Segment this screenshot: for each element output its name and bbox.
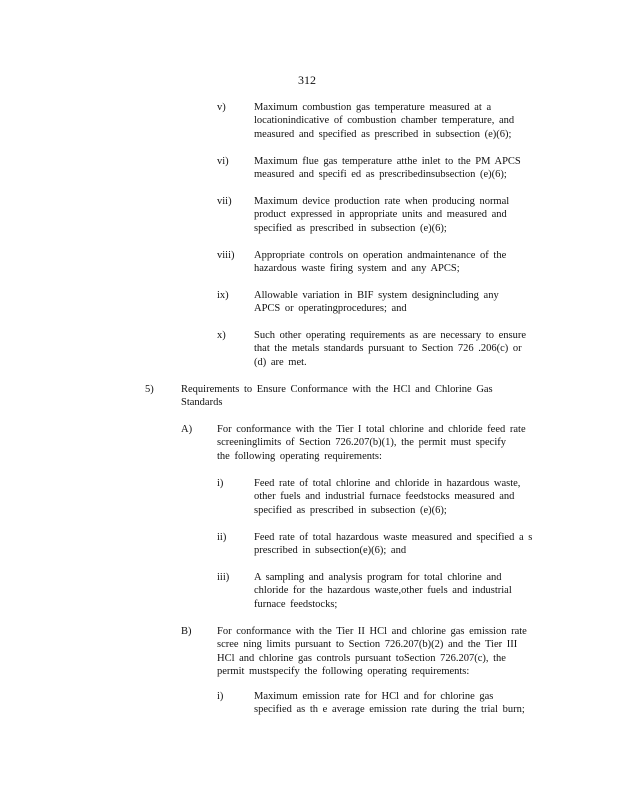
item-marker: iii) — [217, 572, 230, 583]
text-line: Requirements to Ensure Conformance with the HCl and Chlorine Gas — [181, 384, 493, 395]
subsection-text — [217, 625, 547, 678]
text-line: specified as th e average emission rate during the trial burn; — [254, 704, 525, 716]
text-line: Standards — [181, 397, 223, 409]
item-marker: vi) — [217, 156, 229, 167]
text-line: prescribed in subsection(e)(6); and — [254, 545, 407, 557]
text-line: the following operating requirements: — [217, 450, 382, 462]
item-text — [254, 249, 539, 276]
text-line: Allowable variation in BIF system designincluding any — [254, 290, 499, 301]
text-line: locationindicative of combustion chamber temperature, and — [254, 115, 515, 127]
item-marker: viii) — [217, 250, 235, 261]
text-line: Feed rate of total hazardous waste measured and specified a s — [254, 532, 533, 543]
item-text — [254, 101, 539, 141]
section-marker: 5) — [145, 384, 154, 395]
item-text — [254, 477, 539, 517]
subsection-marker: B) — [181, 626, 192, 637]
subsection-text — [217, 423, 547, 463]
item-marker: ii) — [217, 532, 227, 543]
item-marker: x) — [217, 330, 226, 341]
text-line: A sampling and analysis program for total chlorine and — [254, 572, 502, 583]
text-line: Maximum combustion gas temperature measured at a — [254, 102, 492, 113]
text-line: (d) are met. — [254, 356, 307, 368]
text-line: Feed rate of total chlorine and chloride in hazardous waste, — [254, 478, 521, 489]
item-text — [254, 329, 554, 369]
section-heading — [181, 383, 526, 410]
text-line: screeninglimits of Section 726.207(b)(1), the permit must specify — [217, 437, 506, 449]
text-line: Such other operating requirements as are necessary to ensure — [254, 330, 526, 341]
text-line: permit mustspecify the following operating requirements: — [217, 665, 470, 677]
text-line: other fuels and industrial furnace feedstocks measured and — [254, 491, 515, 503]
item-marker: v) — [217, 102, 226, 113]
subsection-marker: A) — [181, 424, 193, 435]
item-marker: ix) — [217, 290, 229, 301]
text-line: Maximum flue gas temperature atthe inlet to the PM APCS — [254, 156, 521, 167]
item-marker: vii) — [217, 196, 232, 207]
item-marker: i) — [217, 691, 224, 702]
page-number: 312 — [298, 73, 316, 87]
text-line: that the metals standards pursuant to Section 726 .206(c) or — [254, 343, 522, 355]
text-line: HCl and chlorine gas controls pursuant toSection 726.207(c), the — [217, 652, 506, 664]
text-line: specified as prescribed in subsection (e)(6); — [254, 222, 447, 234]
text-line: APCS or operatingprocedures; and — [254, 303, 407, 315]
item-marker: i) — [217, 478, 224, 489]
item-text — [254, 571, 539, 611]
text-line: chloride for the hazardous waste,other fuels and industrial — [254, 585, 512, 597]
text-line: measured and specifi ed as prescribedinsubsection (e)(6); — [254, 169, 507, 181]
text-line: specified as prescribed in subsection (e)(6); — [254, 504, 447, 516]
text-line: Maximum emission rate for HCl and for chlorine gas — [254, 691, 494, 702]
item-text — [254, 690, 554, 717]
item-text — [254, 155, 539, 182]
text-line: Maximum device production rate when producing normal — [254, 196, 510, 207]
item-text — [254, 195, 539, 235]
item-text — [254, 531, 549, 558]
text-line: hazardous waste firing system and any APCS; — [254, 263, 460, 275]
text-line: scree ning limits pursuant to Section 726.207(b)(2) and the Tier III — [217, 639, 518, 651]
text-line: furnace feedstocks; — [254, 598, 338, 610]
text-line: For conformance with the Tier I total chlorine and chloride feed rate — [217, 424, 526, 435]
text-line: Appropriate controls on operation andmaintenance of the — [254, 250, 507, 261]
text-line: measured and specified as prescribed in subsection (e)(6); — [254, 128, 512, 140]
text-line: product expressed in appropriate units and measured and — [254, 209, 507, 221]
item-text — [254, 289, 539, 316]
text-line: For conformance with the Tier II HCl and chlorine gas emission rate — [217, 626, 527, 637]
